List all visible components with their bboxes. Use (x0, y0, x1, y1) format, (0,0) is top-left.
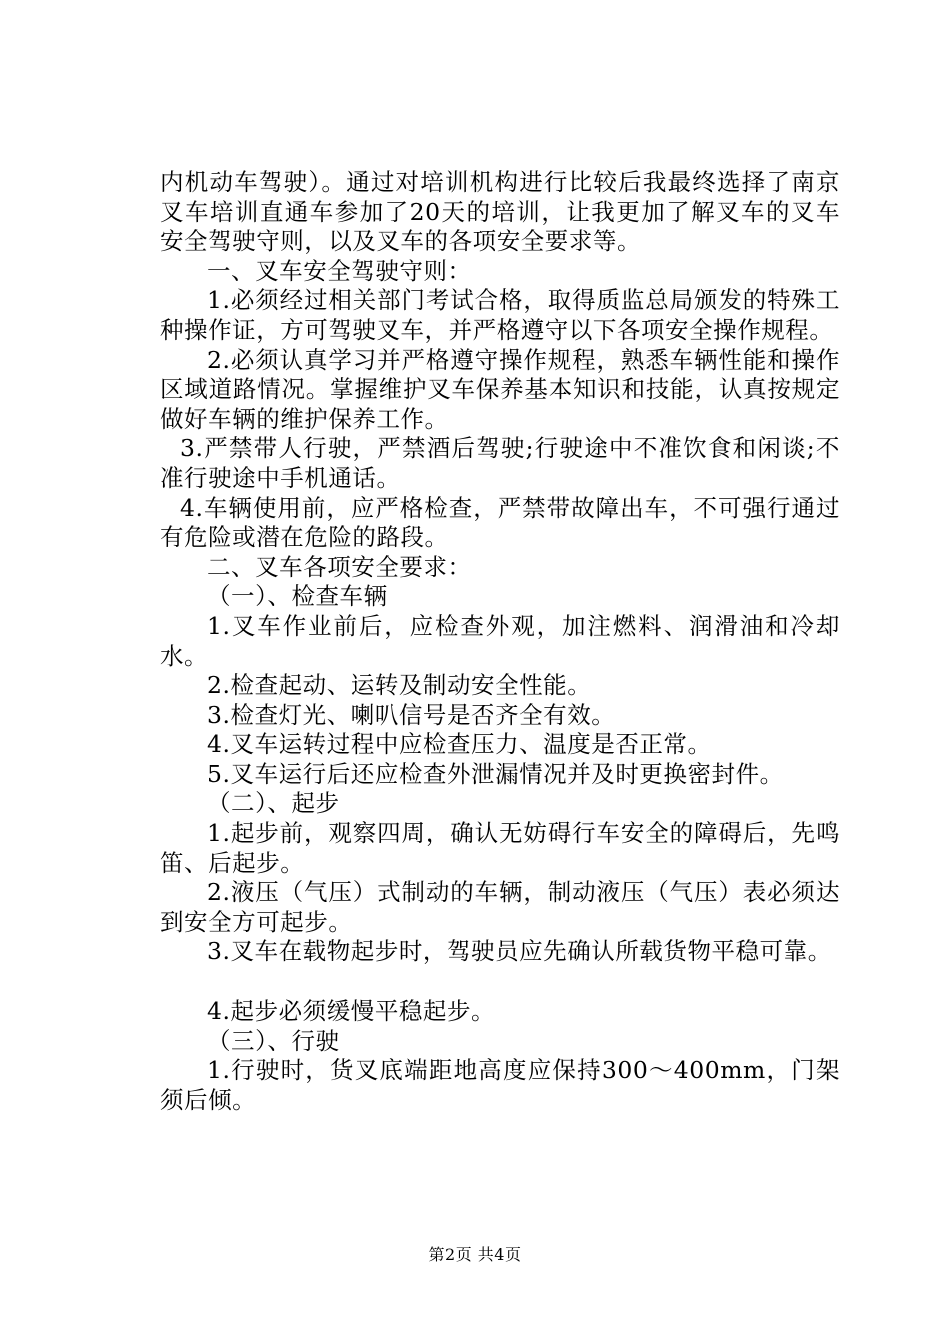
inspect-item-2: 2.检查起动、运转及制动安全性能。 (207, 671, 592, 700)
subheading-inspect: （一）、检查车辆 (207, 582, 388, 611)
document-body (160, 168, 840, 1115)
inspect-item-5: 5.叉车运行后还应检查外泄漏情况并及时更换密封件。 (207, 759, 784, 788)
inspect-item-4: 4.叉车运转过程中应检查压力、温度是否正常。 (207, 730, 712, 759)
start-item-3: 3.叉车在载物起步时，驾驶员应先确认所载货物平稳可靠。 (207, 937, 832, 966)
inspect-item-1: 1.叉车作业前后，应检查外观，加注燃料、润滑油和冷却水。 (160, 611, 840, 670)
subheading-driving: （三）、行驶 (207, 1026, 340, 1055)
rule-item-3: 3.严禁带人行驶，严禁酒后驾驶;行驶途中不准饮食和闲谈;不准行驶途中手机通话。 (160, 434, 840, 492)
rule-item-2: 2.必须认真学习并严格遵守操作规程，熟悉车辆性能和操作区域道路情况。掌握维护叉车保养基本知识和技能，认真按规定做好车辆的维护保养工作。 (160, 345, 840, 433)
inspect-item-3: 3.检查灯光、喇叭信号是否齐全有效。 (207, 700, 616, 729)
start-item-1: 1.起步前，观察四周，确认无妨碍行车安全的障碍后，先鸣笛、后起步。 (160, 819, 840, 877)
start-item-4: 4.起步必须缓慢平稳起步。 (207, 997, 496, 1026)
paragraph-gap (160, 967, 840, 997)
driving-item-1: 1.行驶时，货叉底端距地高度应保持300～400mm，门架须后倾。 (160, 1056, 840, 1114)
start-item-2: 2.液压（气压）式制动的车辆，制动液压（气压）表必须达到安全方可起步。 (160, 878, 840, 936)
paragraph-intro: 内机动车驾驶）。通过对培训机构进行比较后我最终选择了南京叉车培训直通车参加了20天的培训，让我更加了解叉车的叉车安全驾驶守则，以及叉车的各项安全要求等。 (160, 168, 840, 256)
subheading-start: （二）、起步 (207, 789, 340, 818)
rule-item-4: 4.车辆使用前，应严格检查，严禁带故障出车，不可强行通过有危险或潜在危险的路段。 (160, 493, 840, 552)
heading-section-2: 二、叉车各项安全要求： (207, 552, 472, 581)
heading-section-1: 一、叉车安全驾驶守则： (207, 256, 472, 285)
page-footer: 第2页 共4页 (428, 1245, 522, 1264)
rule-item-1: 1.必须经过相关部门考试合格，取得质监总局颁发的特殊工种操作证，方可驾驶叉车，并严格遵守以下各项安全操作规程。 (160, 286, 840, 344)
